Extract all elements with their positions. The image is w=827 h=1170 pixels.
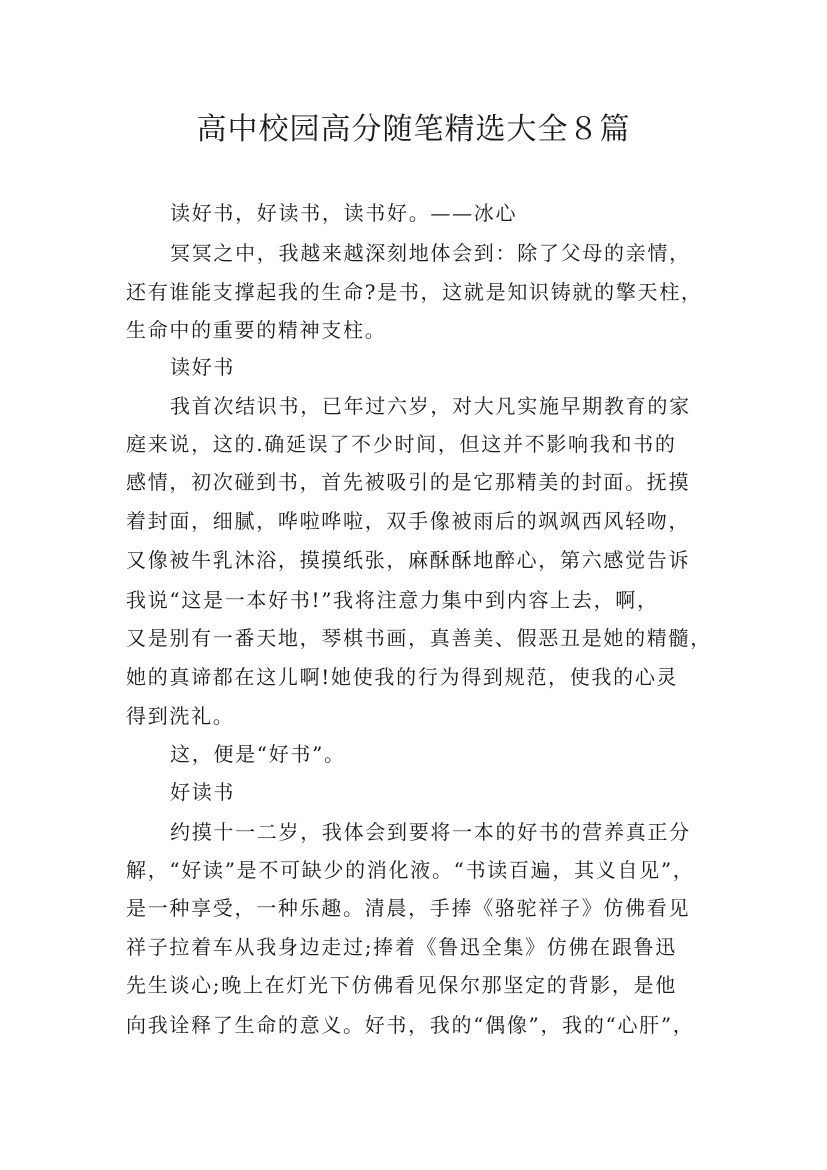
paragraph-line: 得到洗礼。 xyxy=(126,704,235,728)
paragraph-line: 庭来说，这的.确延误了不少时间，但这并不影响我和书的 xyxy=(126,432,677,456)
paragraph-line: 读好书，好读书，读书好。——冰心 xyxy=(170,201,518,225)
paragraph-line: 是一种享受，一种乐趣。清晨，手捧《骆驼祥子》仿佛看见 xyxy=(126,896,691,920)
paragraph-line: 解，“好读”是不可缺少的消化液。“书读百遍，其义自见”， xyxy=(126,858,695,882)
paragraph-line: 又是别有一番天地，琴棋书画，真善美、假恶丑是她的精髓， xyxy=(126,626,712,650)
document-title: 高中校园高分随笔精选大全８篇 xyxy=(196,112,631,147)
paragraph-line: 祥子拉着车从我身边走过;捧着《鲁迅全集》仿佛在跟鲁迅 xyxy=(126,935,677,959)
paragraph-line: 我首次结识书，已年过六岁，对大凡实施早期教育的家 xyxy=(170,394,691,418)
paragraph-line: 冥冥之中，我越来越深刻地体会到：除了父母的亲情， xyxy=(170,241,691,265)
paragraph-line: 我说“这是一本好书!”我将注意力集中到内容上去，啊， xyxy=(126,588,659,612)
paragraph-line: 她的真谛都在这儿啊!她使我的行为得到规范，使我的心灵 xyxy=(126,665,679,689)
paragraph-line: 又像被牛乳沐浴，摸摸纸张，麻酥酥地醉心，第六感觉告诉 xyxy=(126,548,691,572)
paragraph-line: 约摸十一二岁，我体会到要将一本的好书的营养真正分 xyxy=(170,820,691,844)
paragraph-line: 还有谁能支撑起我的生命?是书，这就是知识铸就的擎天柱， xyxy=(126,280,703,304)
paragraph-line: 感情，初次碰到书，首先被吸引的是它那精美的封面。抚摸 xyxy=(126,470,691,494)
section-heading: 好读书 xyxy=(170,780,236,804)
paragraph-line: 向我诠释了生命的意义。好书，我的“偶像”，我的“心肝”， xyxy=(126,1013,695,1037)
paragraph-line: 着封面，细腻，哗啦哗啦，双手像被雨后的飒飒西风轻吻， xyxy=(126,509,691,533)
section-heading: 读好书 xyxy=(170,355,236,379)
paragraph-line: 先生谈心;晚上在灯光下仿佛看见保尔那坚定的背影，是他 xyxy=(126,973,677,997)
paragraph-line: 这，便是“好书”。 xyxy=(170,742,346,766)
paragraph-line: 生命中的重要的精神支柱。 xyxy=(126,318,387,342)
